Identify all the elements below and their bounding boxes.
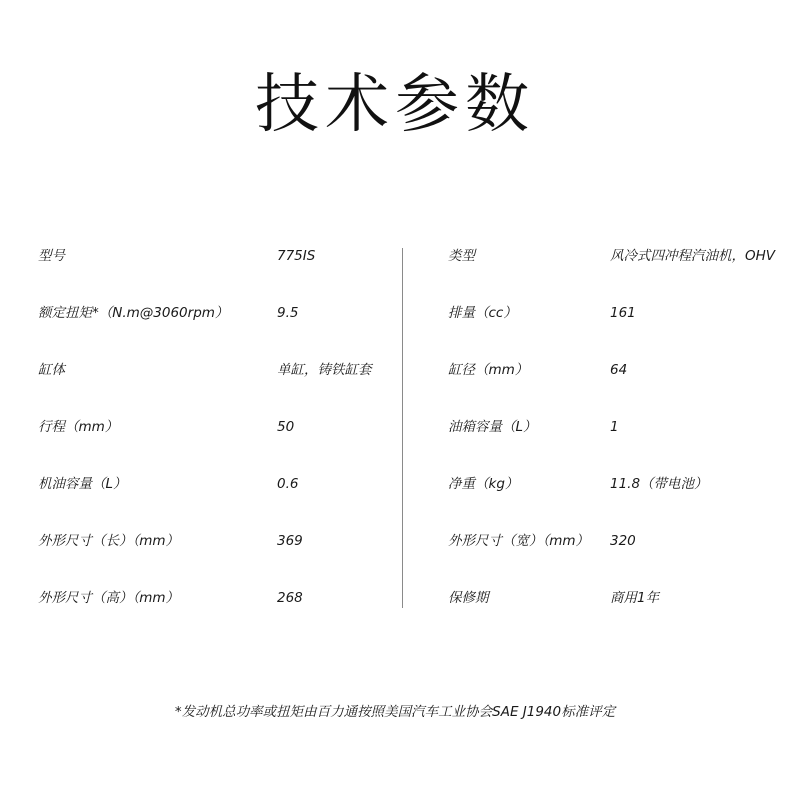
spec-row bbox=[448, 342, 790, 399]
spec-value-bore: 64 bbox=[610, 362, 628, 378]
spec-row bbox=[38, 570, 418, 627]
spec-column-right bbox=[448, 228, 790, 627]
spec-row bbox=[448, 399, 790, 456]
spec-label-width: 外形尺寸（宽）（mm） bbox=[448, 533, 590, 549]
spec-value-net-weight: 11.8（带电池） bbox=[610, 476, 708, 492]
spec-label-type: 类型 bbox=[448, 248, 475, 264]
spec-label-model: 型号 bbox=[38, 248, 65, 264]
column-divider bbox=[402, 248, 403, 608]
page-title: 技术参数 bbox=[255, 67, 535, 142]
spec-row bbox=[448, 570, 790, 627]
spec-label-length: 外形尺寸（长）（mm） bbox=[38, 533, 180, 549]
spec-label-warranty: 保修期 bbox=[448, 590, 489, 606]
spec-value-displacement: 161 bbox=[610, 305, 636, 321]
spec-row bbox=[38, 513, 418, 570]
spec-row bbox=[448, 228, 790, 285]
spec-label-net-weight: 净重（kg） bbox=[448, 476, 519, 492]
spec-value-model: 775IS bbox=[277, 248, 316, 264]
spec-row bbox=[448, 285, 790, 342]
spec-row bbox=[448, 513, 790, 570]
spec-label-bore: 缸径（mm） bbox=[448, 362, 529, 378]
spec-label-cylinder: 缸体 bbox=[38, 362, 65, 378]
footnote: *发动机总功率或扭矩由百力通按照美国汽车工业协会SAE J1940标准评定 bbox=[174, 704, 616, 720]
spec-value-torque: 9.5 bbox=[277, 305, 299, 321]
spec-label-oil-capacity: 机油容量（L） bbox=[38, 476, 127, 492]
spec-column-left bbox=[38, 228, 418, 627]
spec-value-type: 风冷式四冲程汽油机，OHV bbox=[610, 248, 776, 264]
spec-label-height: 外形尺寸（高）（mm） bbox=[38, 590, 180, 606]
spec-row bbox=[38, 285, 418, 342]
spec-value-width: 320 bbox=[610, 533, 636, 549]
spec-row bbox=[38, 456, 418, 513]
spec-value-fuel-capacity: 1 bbox=[610, 419, 619, 435]
spec-value-cylinder: 单缸，铸铁缸套 bbox=[277, 362, 372, 378]
spec-row bbox=[38, 228, 418, 285]
spec-value-length: 369 bbox=[277, 533, 303, 549]
spec-table bbox=[0, 228, 790, 628]
spec-value-oil-capacity: 0.6 bbox=[277, 476, 299, 492]
spec-label-displacement: 排量（cc） bbox=[448, 305, 517, 321]
spec-row bbox=[448, 456, 790, 513]
spec-row bbox=[38, 399, 418, 456]
spec-value-warranty: 商用1年 bbox=[610, 590, 660, 606]
spec-value-height: 268 bbox=[277, 590, 303, 606]
spec-label-fuel-capacity: 油箱容量（L） bbox=[448, 419, 537, 435]
spec-value-stroke: 50 bbox=[277, 419, 295, 435]
spec-row bbox=[38, 342, 418, 399]
spec-label-torque: 额定扭矩*（N.m@3060rpm） bbox=[38, 305, 229, 321]
spec-label-stroke: 行程（mm） bbox=[38, 419, 119, 435]
